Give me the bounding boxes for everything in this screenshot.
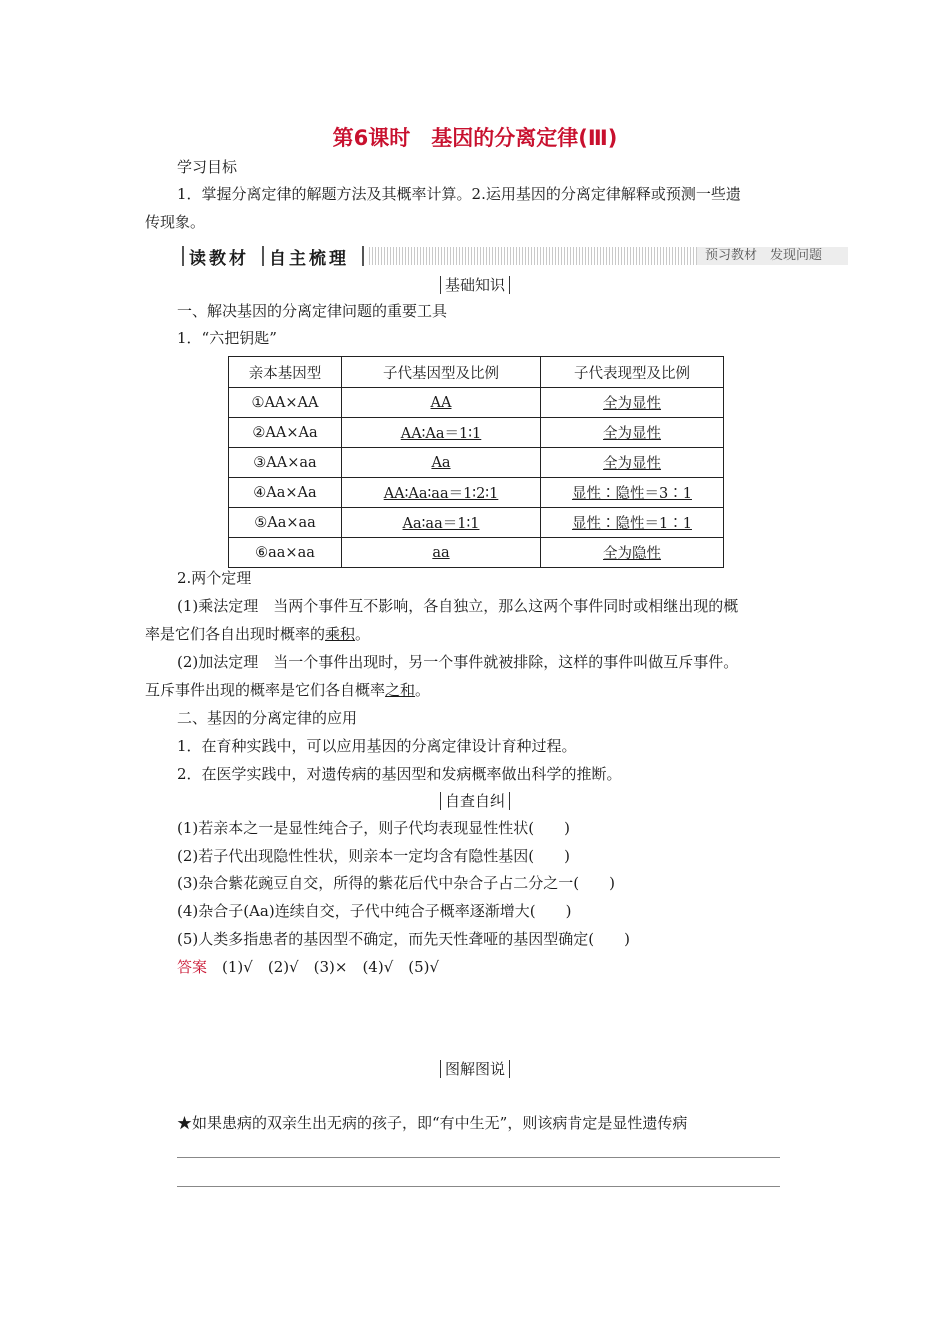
theorem1-line2 (145, 623, 370, 645)
check-heading (0, 790, 950, 812)
check-item: (5)人类多指患者的基因型不确定，而先天性聋哑的基因型确定( ) (177, 930, 630, 948)
table-cell-underlined (342, 508, 541, 538)
table-cell-underlined (342, 538, 541, 568)
theorem1-text: 率是它们各自出现时概率的 (145, 625, 326, 643)
check-item: (3)杂合紫花豌豆自交，所得的紫花后代中杂合子占二分之一( ) (177, 874, 615, 892)
sec2-item1: 1．在育种实践中，可以应用基因的分离定律设计育种过程。 (177, 737, 577, 755)
banner-right-label: 预习教材 发现问题 (697, 247, 848, 265)
sec2-heading: 二、基因的分离定律的应用 (177, 709, 358, 727)
check-item: (2)若子代出现隐性性状，则亲本一定均含有隐性基因( ) (177, 847, 570, 865)
basic-heading-text: 基础知识 (440, 276, 510, 294)
page-title: 第6课时 基因的分离定律(Ⅲ) (332, 126, 618, 150)
table-cell-text: 全为显性 (603, 426, 661, 442)
diagram-heading-text: 图解图说 (440, 1060, 510, 1078)
table-cell: ②AA×Aa (229, 418, 342, 448)
table-cell-underlined (541, 448, 724, 478)
table-cell-underlined (541, 388, 724, 418)
answer-blank-line (177, 1186, 780, 1187)
theorem2-line1: (2)加法定理 当一个事件出现时，另一个事件就被排除，这样的事件叫做互斥事件。 (177, 653, 739, 671)
table-cell-underlined (541, 418, 724, 448)
table-cell-text: AA (430, 394, 452, 411)
diagram-heading (0, 1058, 950, 1080)
table-cell-underlined (342, 448, 541, 478)
answer-line (177, 956, 439, 978)
table-cell-underlined (541, 538, 724, 568)
banner-label-self: 自主梳理 (269, 248, 349, 269)
table-cell-text: aa (432, 544, 450, 561)
table-header-cell: 子代表现型及比例 (541, 357, 724, 388)
theorem1-line1: (1)乘法定理 当两个事件互不影响，各自独立，那么这两个事件同时或相继出现的概 (177, 597, 739, 615)
answer-text: (1)√ (2)√ (3)× (4)√ (5)√ (222, 958, 440, 976)
table-cell: ④Aa×Aa (229, 478, 342, 508)
check-item: (1)若亲本之一是显性纯合子，则子代均表现显性性状( ) (177, 819, 570, 837)
table-cell: ⑤Aa×aa (229, 508, 342, 538)
table-cell-text: Aa (431, 454, 451, 471)
table-cell-text: 显性∶隐性＝1∶1 (572, 516, 692, 532)
table-cell-text: 全为隐性 (603, 546, 661, 562)
six-keys-table (228, 356, 724, 568)
table-cell-text: 显性∶隐性＝3∶1 (572, 486, 692, 502)
theorem2-key-term: 之和 (385, 681, 416, 699)
table-cell-underlined (342, 478, 541, 508)
theorem1-key-term: 乘积 (325, 625, 356, 643)
theorem2-line2 (145, 679, 430, 701)
table-cell-underlined (342, 388, 541, 418)
banner-pattern (369, 247, 848, 265)
table-row (229, 478, 724, 508)
check-item: (4)杂合子(Aa)连续自交，子代中纯合子概率逐渐增大( ) (177, 902, 572, 920)
check-heading-text: 自查自纠 (440, 792, 510, 810)
star-note: ★如果患病的双亲生出无病的孩子，即“有中生无”，则该病肯定是显性遗传病 (177, 1114, 688, 1132)
table-header-row (229, 357, 724, 388)
banner-divider (262, 246, 264, 266)
theorem1-punct: 。 (355, 625, 371, 643)
section-banner (177, 244, 848, 268)
table-cell-text: AA∶Aa＝1∶1 (400, 426, 482, 442)
table-cell: ③AA×aa (229, 448, 342, 478)
table-cell-text: AA∶Aa∶aa＝1∶2∶1 (383, 486, 499, 502)
goal-line-1: 1．掌握分离定律的解题方法及其概率计算。2.运用基因的分离定律解释或预测一些遗 (177, 185, 741, 203)
table-cell-underlined (342, 418, 541, 448)
table-cell-text: 全为显性 (603, 456, 661, 472)
theorem2-punct: 。 (415, 681, 431, 699)
basic-heading (0, 274, 950, 296)
banner-divider (362, 246, 364, 266)
table-row (229, 508, 724, 538)
table-cell-underlined (541, 478, 724, 508)
table-cell-text: Aa∶aa＝1∶1 (402, 516, 480, 532)
table-cell: ①AA×AA (229, 388, 342, 418)
table-header-cell: 子代基因型及比例 (342, 357, 541, 388)
theorems-heading: 2.两个定理 (177, 569, 252, 587)
answer-label: 答案 (177, 958, 208, 976)
goal-line-2: 传现象。 (145, 213, 206, 231)
sec1-item1: 1．“六把钥匙” (177, 329, 277, 347)
table-row (229, 418, 724, 448)
theorem2-text: 互斥事件出现的概率是它们各自概率 (145, 681, 386, 699)
table-cell-underlined (541, 508, 724, 538)
sec1-heading: 一、解决基因的分离定律问题的重要工具 (177, 302, 448, 320)
banner-label-read: 读教材 (189, 248, 249, 269)
table-row (229, 448, 724, 478)
table-row (229, 538, 724, 568)
table-cell-text: 全为显性 (603, 396, 661, 412)
goal-heading: 学习目标 (177, 158, 238, 176)
table-cell: ⑥aa×aa (229, 538, 342, 568)
table-row (229, 388, 724, 418)
banner-divider (182, 246, 184, 266)
sec2-item2: 2．在医学实践中，对遗传病的基因型和发病概率做出科学的推断。 (177, 765, 622, 783)
answer-blank-line (177, 1157, 780, 1158)
table-header-cell: 亲本基因型 (229, 357, 342, 388)
